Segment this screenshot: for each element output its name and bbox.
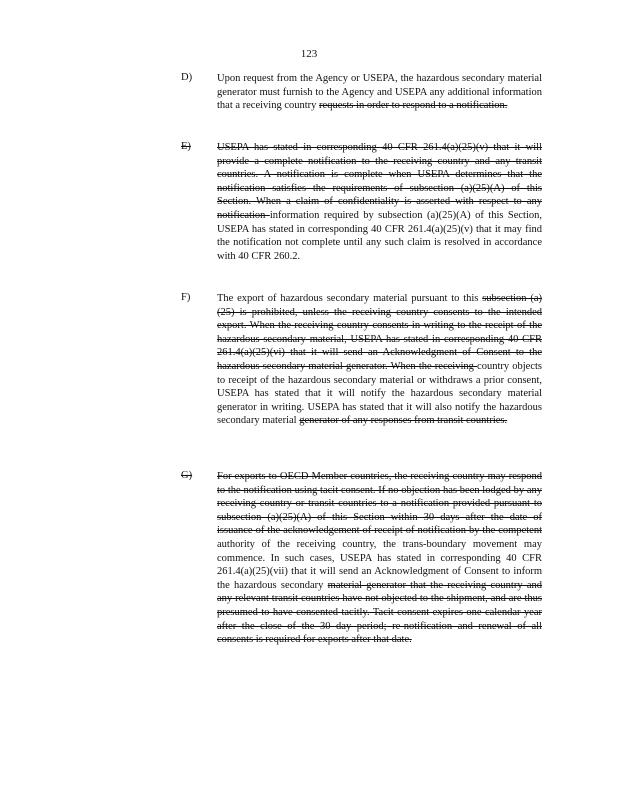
struck-text-segment: requests in order to respond to a notification. <box>319 100 508 112</box>
text-segment: information required by subsection (a)(25)(A) of this Section, USEPA has stated in corresponding 40 CFR 261.4(a)(25)(v) that it may find the notification not complete until any such claim is resolved in accordance with 40 CFR 260.2. <box>217 209 542 262</box>
item-body <box>217 470 542 647</box>
item-body <box>217 292 542 428</box>
text-segment: authority of the receiving country, the trans-boundary movement may commence. In such cases, USEPA has stated in corresponding 40 CFR 261.4(a)(25)(vii) that it will send an Acknowledgment of Consent to inform the hazardous secondary <box>217 538 542 591</box>
text-segment: The export of hazardous secondary material pursuant to this <box>217 293 483 304</box>
text-segment: Upon request from the Agency or USEPA, the hazardous secondary material generator must furnish to the Agency and USEPA any additional information that a receiving country <box>217 73 542 112</box>
struck-text-segment: subsection (a)(25) is prohibited, unless the receiving country consents to the intended export. When the receiving country consents in writing to the receipt of the hazardous secondary material, USEPA has stated in corresponding 40 CFR 261.4(a)(25)(vi) that it will send an Acknowledgment of Consent to the hazardous secondary material generator. When the receiving <box>217 293 542 372</box>
struck-text-segment: USEPA has stated in corresponding 40 CFR 261.4(a)(25)(v) that it will provide a complete notification to the receiving country and any transit countries. A notification is complete when USEPA determines that the notification satisfies the requirements of subsection (a)(25)(A) of this Section. When a claim of confidentiality is asserted with respect to any notification <box>217 142 542 221</box>
item-label: G) <box>181 470 193 481</box>
item-label: D) <box>181 72 193 83</box>
struck-text-segment: For exports to OECD Member countries, the receiving country may respond to the notification using tacit consent. If no objection has been lodged by any receiving country or transit countries to a notification provided pursuant to subsection (a)(25)(A) of this Section within 30 days after the date of issuance of the acknowledgement of receipt of notification by the competent <box>217 471 542 537</box>
struck-text-segment: material generator that the receiving country and any relevant transit countries have not objected to the shipment, and are thus presumed to have consented tacitly. Tacit consent expires one calendar year after the close of the 30 day period; re-notification and renewal of all consents is required for exports after that date. <box>217 579 542 646</box>
item-body <box>217 72 542 113</box>
item-label: F) <box>181 292 191 303</box>
text-segment: country objects to receipt of the hazardous secondary material or withdraws a prior consent, USEPA has stated that it will notify the hazardous secondary material generator in writing. USEPA has stated that it will also notify the hazardous secondary material <box>217 360 542 427</box>
item-body <box>217 141 542 263</box>
item-label: E) <box>181 141 191 152</box>
page-number: 123 <box>300 48 318 60</box>
struck-text-segment: generator of any responses from transit countries. <box>299 415 508 427</box>
